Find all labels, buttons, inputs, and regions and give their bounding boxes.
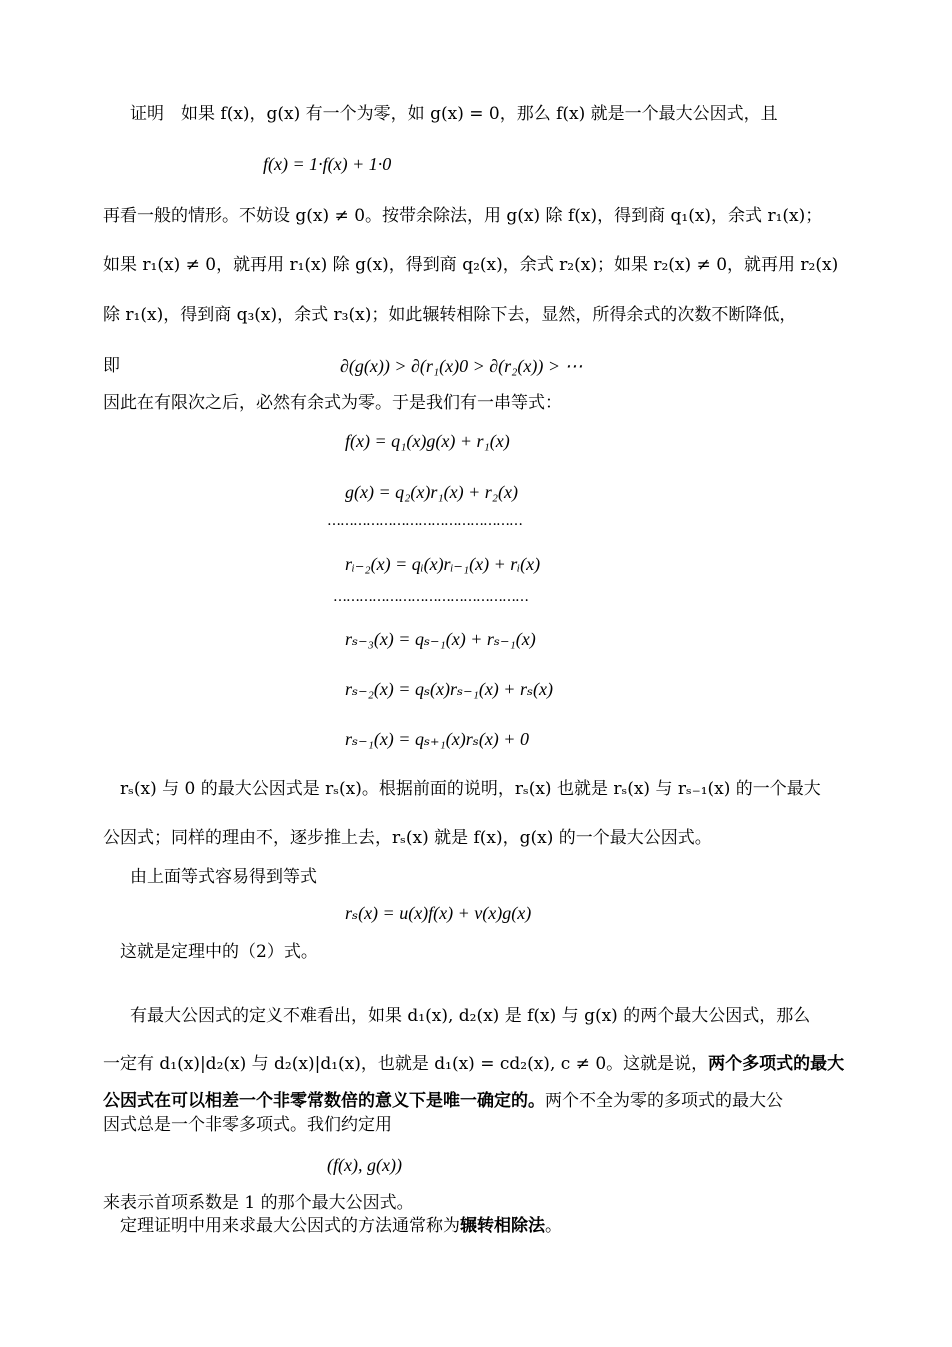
text-line-6: 因此在有限次之后，必然有余式为零。于是我们有一串等式： [103,393,562,413]
equation-7: rₛ₋₂(x) = qₛ(x)rₛ₋₁(x) + rₛ(x) [345,679,553,699]
text-line-16-period: 。 [545,1216,562,1236]
text-line-11: 有最大公因式的定义不难看出，如果 d₁(x), d₂(x) 是 f(x) 与 g(x) 的两个最大公因式，那么 [130,1006,811,1026]
equation-8: rₛ₋₁(x) = qₛ₊₁(x)rₛ(x) + 0 [345,729,529,749]
text-line-13-bold: 公因式在可以相差一个非零常数倍的意义下是唯一确定的。 [103,1091,545,1111]
equation-4: g(x) = q₂(x)r₁(x) + r₂(x) [345,482,518,502]
text-line-4: 除 r₁(x)，得到商 q₃(x)，余式 r₃(x)；如此辗转相除下去，显然，所得余式的次数不断降低， [103,305,797,325]
text-line-12-bold: 两个多项式的最大 [708,1054,845,1074]
text-line-7: rₛ(x) 与 0 的最大公因式是 rₛ(x)。根据前面的说明，rₛ(x) 也就是 rₛ(x) 与 rₛ₋₁(x) 的一个最大 [120,779,821,799]
equation-1: f(x) = 1·f(x) + 1·0 [263,154,392,174]
text-line-15: 来表示首项系数是 1 的那个最大公因式。 [103,1193,414,1213]
equation-9: rₛ(x) = u(x)f(x) + v(x)g(x) [345,903,532,923]
equation-3: f(x) = q₁(x)g(x) + r₁(x) [345,431,510,451]
text-line-12-normal: 一定有 d₁(x)|d₂(x) 与 d₂(x)|d₁(x)，也就是 d₁(x) = cd₂(x), c ≠ 0。这就是说， [103,1054,709,1074]
text-line-9: 由上面等式容易得到等式 [130,867,317,887]
equation-6: rₛ₋₃(x) = qₛ₋₁(x) + rₛ₋₁(x) [345,629,536,649]
text-line-16 [120,1216,562,1236]
text-line-13 [103,1091,783,1111]
text-line-2: 再看一般的情形。不妨设 g(x) ≠ 0。按带余除法，用 g(x) 除 f(x)，得到商 q₁(x)，余式 r₁(x)； [103,206,823,226]
equation-10: (f(x), g(x)) [327,1155,402,1175]
text-line-1: 证明 如果 f(x)，g(x) 有一个为零，如 g(x) = 0，那么 f(x) 就是一个最大公因式，且 [130,104,778,124]
text-line-5: 即 [103,356,120,376]
text-line-16-normal: 定理证明中用来求最大公因式的方法通常称为 [120,1216,460,1236]
text-line-8: 公因式；同样的理由不，逐步推上去，rₛ(x) 就是 f(x)，g(x) 的一个最大公因式。 [103,828,712,848]
text-line-12 [103,1054,844,1074]
text-line-14: 因式总是一个非零多项式。我们约定用 [103,1115,392,1135]
term-euclidean-algorithm: 辗转相除法 [460,1216,545,1236]
equation-5: rᵢ₋₂(x) = qᵢ(x)rᵢ₋₁(x) + rᵢ(x) [345,554,541,574]
text-line-10: 这就是定理中的（2）式。 [120,942,318,962]
text-line-13-normal: 两个不全为零的多项式的最大公 [545,1091,783,1111]
equation-2: ∂(g(x)) > ∂(r₁(x)0 > ∂(r₂(x)) > ⋯ [340,356,583,376]
text-line-3: 如果 r₁(x) ≠ 0，就再用 r₁(x) 除 g(x)，得到商 q₂(x)，余式 r₂(x)；如果 r₂(x) ≠ 0，就再用 r₂(x) [103,255,839,275]
dots-separator-1: ……………………………………… [327,513,522,529]
dots-separator-2: ……………………………………… [333,589,528,605]
